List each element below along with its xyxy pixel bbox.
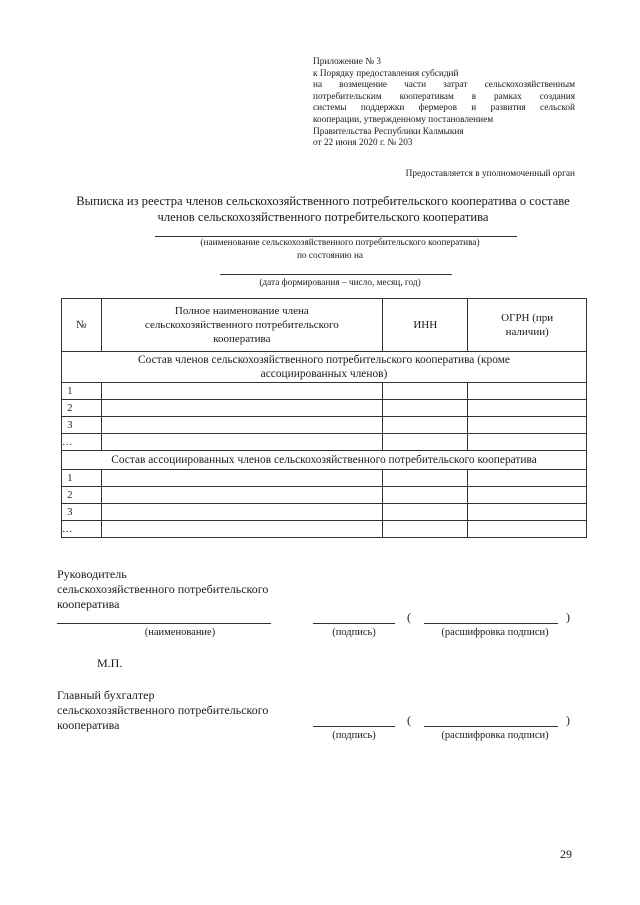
table-header-row xyxy=(62,299,587,352)
row-number: 2 xyxy=(62,400,102,417)
title-line: Выписка из реестра членов сельскохозяйственного потребительского кооператива о составе xyxy=(76,194,570,208)
inn-cell[interactable] xyxy=(383,504,468,521)
ogrn-cell[interactable] xyxy=(468,521,587,538)
head-decode-field[interactable] xyxy=(424,623,558,624)
head-title-line: сельскохозяйственного потребительского xyxy=(57,582,269,596)
header-ogrn: ОГРН (при наличии) xyxy=(468,299,587,352)
cooperative-name-caption: (наименование сельскохозяйственного потребительского кооператива) xyxy=(200,238,480,248)
member-name-cell[interactable] xyxy=(101,434,383,451)
member-name-cell[interactable] xyxy=(101,504,383,521)
open-paren: ( xyxy=(407,713,411,727)
page-number: 29 xyxy=(560,847,572,861)
ogrn-cell[interactable] xyxy=(468,487,587,504)
ogrn-cell[interactable] xyxy=(468,383,587,400)
appendix-line: системы поддержки фермеров и развития сельской xyxy=(313,103,575,114)
member-name-cell[interactable] xyxy=(101,521,383,538)
header-full-name: Полное наименование члена сельскохозяйственного потребительского кооператива xyxy=(101,299,383,352)
accountant-decode-caption: (расшифровка подписи) xyxy=(441,730,549,741)
inn-cell[interactable] xyxy=(383,487,468,504)
section-associated-heading: Состав ассоциированных членов сельскохозяйственного потребительского кооператива xyxy=(62,451,587,470)
date-caption: (дата формирования – число, месяц, год) xyxy=(259,278,421,288)
register-table xyxy=(61,298,587,538)
table-row xyxy=(62,417,587,434)
row-number: … xyxy=(62,434,102,451)
member-name-cell[interactable] xyxy=(101,400,383,417)
header-inn: ИНН xyxy=(383,299,468,352)
row-number: 3 xyxy=(62,417,102,434)
inn-cell[interactable] xyxy=(383,383,468,400)
head-title xyxy=(57,567,268,612)
head-decode-caption: (расшифровка подписи) xyxy=(441,627,549,638)
open-paren: ( xyxy=(407,610,411,624)
row-number: 2 xyxy=(62,487,102,504)
accountant-decode-field[interactable] xyxy=(424,726,558,727)
appendix-block xyxy=(313,57,575,150)
section-row xyxy=(62,451,587,470)
table-row xyxy=(62,470,587,487)
table-row xyxy=(62,434,587,451)
ogrn-cell[interactable] xyxy=(468,417,587,434)
head-name-caption: (наименование) xyxy=(144,627,216,638)
document-title xyxy=(58,193,588,225)
section-row xyxy=(62,352,587,383)
appendix-line: на возмещение части затрат сельскохозяйственным xyxy=(313,80,575,91)
head-name-field[interactable] xyxy=(57,623,271,624)
member-name-cell[interactable] xyxy=(101,383,383,400)
ogrn-cell[interactable] xyxy=(468,434,587,451)
row-number: 3 xyxy=(62,504,102,521)
head-title-line: кооператива xyxy=(57,597,120,611)
member-name-cell[interactable] xyxy=(101,417,383,434)
header-number: № xyxy=(62,299,102,352)
inn-cell[interactable] xyxy=(383,417,468,434)
stamp-place: М.П. xyxy=(97,656,123,670)
appendix-line: Приложение № 3 xyxy=(313,57,382,67)
ogrn-cell[interactable] xyxy=(468,504,587,521)
appendix-line: потребительским кооперативам в рамках создания xyxy=(313,91,575,102)
inn-cell[interactable] xyxy=(383,434,468,451)
table-row xyxy=(62,487,587,504)
head-title-line: Руководитель xyxy=(57,567,127,581)
table-row xyxy=(62,400,587,417)
accountant-title-line: кооператива xyxy=(57,718,120,732)
head-signature-field[interactable] xyxy=(313,623,395,624)
member-name-cell[interactable] xyxy=(101,487,383,504)
row-number: 1 xyxy=(62,383,102,400)
title-line: членов сельскохозяйственного потребительского кооператива xyxy=(157,210,489,224)
accountant-signature-field[interactable] xyxy=(313,726,395,727)
row-number: … xyxy=(62,521,102,538)
accountant-title xyxy=(57,688,268,733)
ogrn-cell[interactable] xyxy=(468,400,587,417)
as-of-label: по состоянию на xyxy=(296,251,364,261)
appendix-line: кооперации, утвержденному постановлением xyxy=(313,114,494,125)
appendix-line: от 22 июня 2020 г. № 203 xyxy=(313,138,413,149)
table-row xyxy=(62,504,587,521)
inn-cell[interactable] xyxy=(383,521,468,538)
member-name-cell[interactable] xyxy=(101,470,383,487)
appendix-line: Правительства Республики Калмыкия xyxy=(313,126,464,137)
appendix-line: к Порядку предоставления субсидий xyxy=(313,68,459,79)
row-number: 1 xyxy=(62,470,102,487)
table-row xyxy=(62,521,587,538)
inn-cell[interactable] xyxy=(383,400,468,417)
accountant-title-line: сельскохозяйственного потребительского xyxy=(57,703,269,717)
accountant-signature-caption: (подпись) xyxy=(332,730,376,741)
date-field[interactable] xyxy=(220,274,452,275)
accountant-title-line: Главный бухгалтер xyxy=(57,688,155,702)
head-signature-caption: (подпись) xyxy=(332,627,376,638)
cooperative-name-field[interactable] xyxy=(155,236,517,237)
table-row xyxy=(62,383,587,400)
close-paren: ) xyxy=(566,610,570,624)
ogrn-cell[interactable] xyxy=(468,470,587,487)
close-paren: ) xyxy=(566,713,570,727)
submit-note: Предоставляется в уполномоченный орган xyxy=(405,169,575,179)
section-members-heading: Состав членов сельскохозяйственного потребительского кооператива (кроме ассоциированных членов) xyxy=(62,352,587,383)
inn-cell[interactable] xyxy=(383,470,468,487)
